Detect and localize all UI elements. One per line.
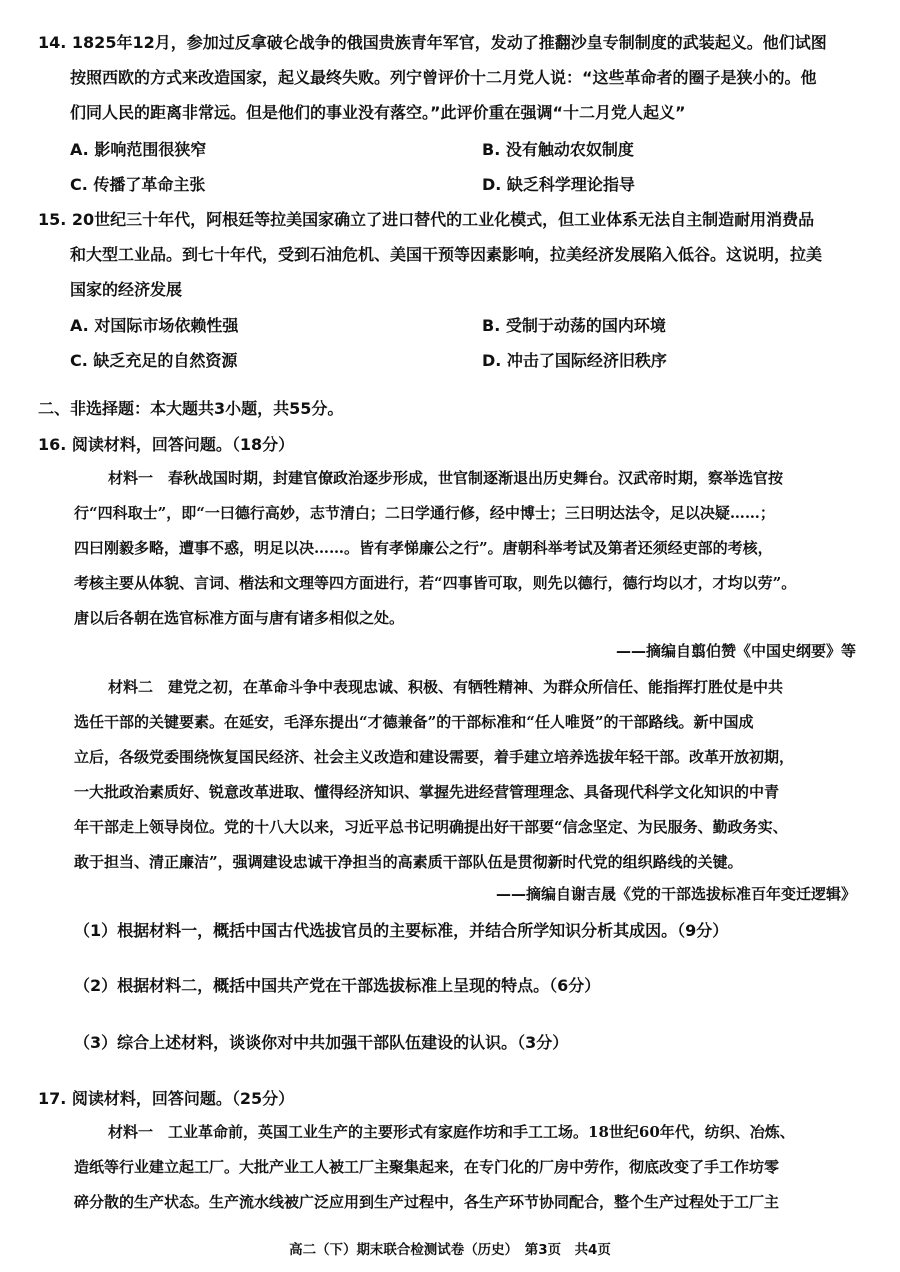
q17-material-1-line-2: 造纸等行业建立起工厂。大批产业工人被工厂主聚集起来，在专门化的厂房中劳作，彻底改变了手工作坊零 (74, 1158, 780, 1176)
q16-material-2-line-4: 一大批政治素质好、锐意改革进取、懂得经济知识、掌握先进经营管理理念、具备现代科学文化知识的中青 (74, 783, 780, 801)
q16-subquestion-2: （2）根据材料二，概括中国共产党在干部选拔标准上呈现的特点。（6分） (74, 976, 601, 995)
q16-material-2-line-6: 敢于担当、清正廉洁”，强调建设忠诚干净担当的高素质干部队伍是贯彻新时代党的组织路线的关键。 (74, 853, 743, 871)
q16-title: 16. 阅读材料，回答问题。（18分） (38, 435, 295, 454)
section-2-heading: 二、非选择题：本大题共3小题，共55分。 (38, 399, 344, 418)
page-footer: 高二（下）期末联合检测试卷（历史） 第3页 共4页 (289, 1242, 611, 1258)
q16-material-2-line-1: 材料二 建党之初，在革命斗争中表现忠诚、积极、有牺牲精神、为群众所信任、能指挥打胜仗是中共 (108, 678, 784, 696)
q16-material-1-line-1: 材料一 春秋战国时期，封建官僚政治逐步形成，世官制逐渐退出历史舞台。汉武帝时期，察举选官按 (108, 469, 784, 487)
q14-option-b: B. 没有触动农奴制度 (482, 140, 634, 159)
q16-material-1-line-5: 唐以后各朝在选官标准方面与唐有诸多相似之处。 (74, 609, 405, 627)
q16-material-1-line-3: 四曰刚毅多略，遭事不惑，明足以决……。皆有孝悌廉公之行”。唐朝科举考试及第者还须经吏部的考核， (74, 539, 773, 557)
q14-option-d: D. 缺乏科学理论指导 (482, 175, 635, 194)
q14-option-c: C. 传播了革命主张 (70, 175, 206, 194)
q16-material-1-source: ——摘编自翦伯赞《中国史纲要》等 (615, 642, 856, 660)
q14-line-1: 14. 1825年12月，参加过反拿破仑战争的俄国贵族青年军官，发动了推翻沙皇专制制度的武装起义。他们试图 (38, 33, 827, 52)
q15-option-c: C. 缺乏充足的自然资源 (70, 351, 238, 370)
q16-material-2-line-2: 选任干部的关键要素。在延安，毛泽东提出“才德兼备”的干部标准和“任人唯贤”的干部路线。新中国成 (74, 713, 754, 731)
q14-line-3: 们同人民的距离非常远。但是他们的事业没有落空。”此评价重在强调“十二月党人起义” (70, 103, 686, 122)
q15-option-b: B. 受制于动荡的国内环境 (482, 316, 666, 335)
q15-line-2: 和大型工业品。到七十年代，受到石油危机、美国干预等因素影响，拉美经济发展陷入低谷。这说明，拉美 (70, 245, 823, 264)
q17-material-1-line-3: 碎分散的生产状态。生产流水线被广泛应用到生产过程中，各生产环节协同配合，整个生产过程处于工厂主 (74, 1193, 780, 1211)
q14-line-2: 按照西欧的方式来改造国家，起义最终失败。列宁曾评价十二月党人说：“这些革命者的圈子是狭小的。他 (70, 68, 817, 87)
q15-line-1: 15. 20世纪三十年代，阿根廷等拉美国家确立了进口替代的工业化模式，但工业体系无法自主制造耐用消费品 (38, 210, 815, 229)
q15-option-a: A. 对国际市场依赖性强 (70, 316, 239, 335)
q16-material-1-line-2: 行“四科取士”，即“一曰德行高妙，志节清白；二曰学通行修，经中博士；三曰明达法令，足以决疑……； (74, 504, 775, 522)
q14-option-a: A. 影响范围很狭窄 (70, 140, 207, 159)
q16-material-2-source: ——摘编自谢吉晟《党的干部选拔标准百年变迁逻辑》 (495, 885, 856, 903)
q17-material-1-line-1: 材料一 工业革命前，英国工业生产的主要形式有家庭作坊和手工工场。18世纪60年代，纺织、冶炼、 (108, 1123, 795, 1141)
q15-line-3: 国家的经济发展 (70, 280, 183, 299)
q16-material-2-line-3: 立后，各级党委围绕恢复国民经济、社会主义改造和建设需要，着手建立培养选拔年轻干部。改革开放初期， (74, 748, 795, 766)
q16-subquestion-1: （1）根据材料一，概括中国古代选拔官员的主要标准，并结合所学知识分析其成因。（9分） (74, 921, 729, 940)
q15-option-d: D. 冲击了国际经济旧秩序 (482, 351, 667, 370)
q17-title: 17. 阅读材料，回答问题。（25分） (38, 1089, 295, 1108)
q16-subquestion-3: （3）综合上述材料，谈谈你对中共加强干部队伍建设的认识。（3分） (74, 1033, 569, 1052)
q16-material-1-line-4: 考核主要从体貌、言词、楷法和文理等四方面进行，若“四事皆可取，则先以德行，德行均以才，才均以劳”。 (74, 574, 797, 592)
q16-material-2-line-5: 年干部走上领导岗位。党的十八大以来，习近平总书记明确提出好干部要“信念坚定、为民服务、勤政务实、 (74, 818, 788, 836)
